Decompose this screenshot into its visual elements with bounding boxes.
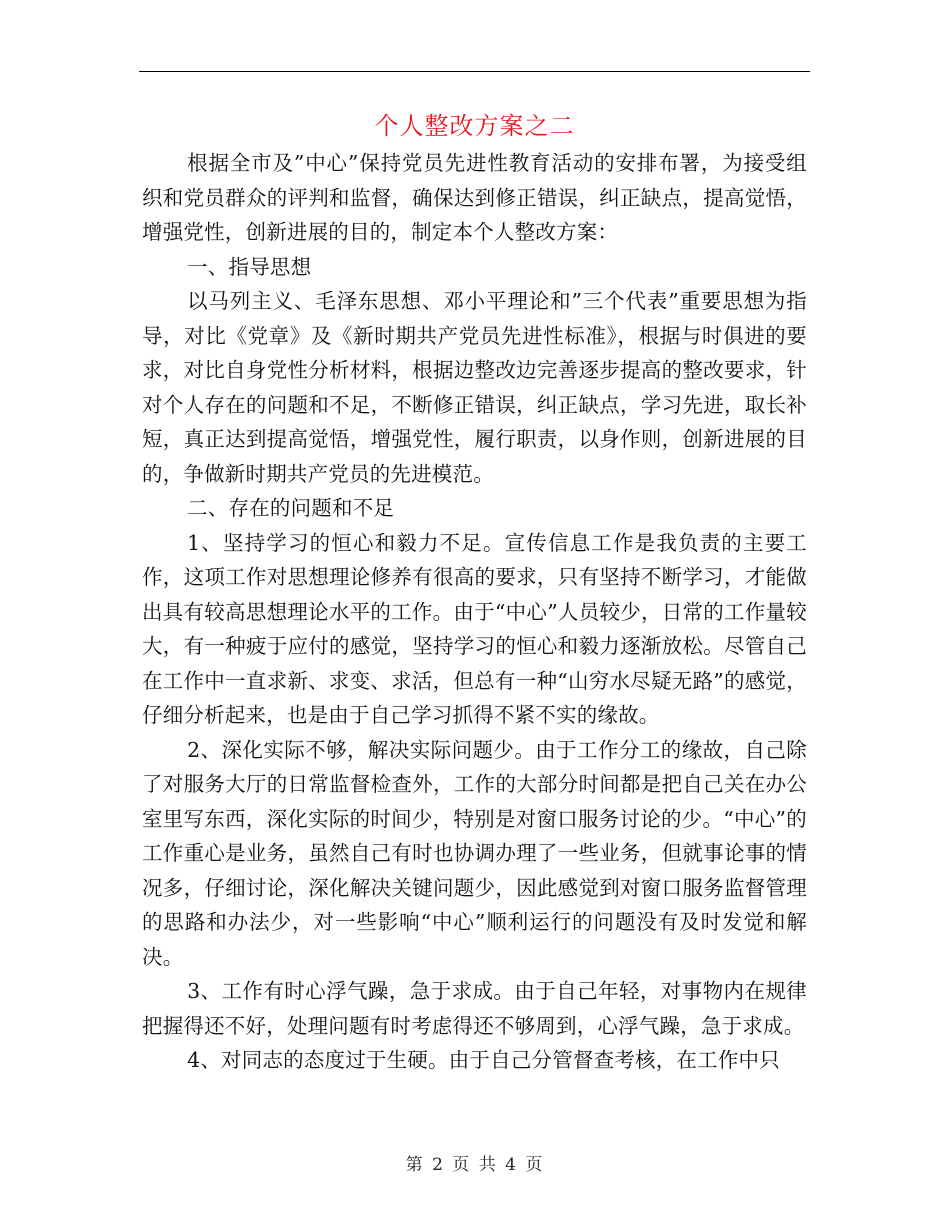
paragraph-problem-3: 3、工作有时心浮气躁，急于求成。由于自己年轻，对事物内在规律把握得还不好，处理问题有时考虑得还不够周到，心浮气躁，急于求成。 [142,979,807,1038]
section-heading-problems: 二、存在的问题和不足 [187,496,395,520]
section-heading-guiding-thought: 一、指导思想 [187,254,312,279]
document-title: 个人整改方案之二 [374,112,575,140]
paragraph-problem-1: 1、坚持学习的恒心和毅力不足。宣传信息工作是我负责的主要工作，这项工作对思想理论修养有很高的要求，只有坚持不断学习，才能做出具有较高思想理论水平的工作。由于“中心”人员较少，日常的工作量较大，有一种疲于应付的感觉，坚持学习的恒心和毅力逐渐放松。尽管自己在工作中一直求新、求变、求活，但总有一种“山穷水尽疑无路”的感觉，仔细分析起来，也是由于自己学习抓得不紧不实的缘故。 [142,530,807,727]
paragraph-guiding-thought: 以马列主义、毛泽东思想、邓小平理论和”三个代表”重要思想为指导，对比《党章》及《新时期共产党员先进性标准》，根据与时俱进的要求，对比自身党性分析材料，根据边整改边完善逐步提高的整改要求，针对个人存在的问题和不足，不断修正错误，纠正缺点，学习先进，取长补短，真正达到提高觉悟，增强党性，履行职责，以身作则，创新进展的目的，争做新时期共产党员的先进模范。 [142,289,807,486]
paragraph-intro: 根据全市及”中心”保持党员先进性教育活动的安排布署，为接受组织和党员群众的评判和监督，确保达到修正错误，纠正缺点，提高觉悟，增强党性，创新进展的目的，制定本个人整改方案： [142,151,807,244]
header-rule [139,71,810,72]
paragraph-problem-4: 4、对同志的态度过于生硬。由于自己分管督查考核，在工作中只 [187,1048,780,1072]
document-body [142,146,807,1078]
page-number: 第 2 页 共 4 页 [405,1155,545,1175]
paragraph-problem-2: 2、深化实际不够，解决实际问题少。由于工作分工的缘故，自己除了对服务大厅的日常监督检查外，工作的大部分时间都是把自己关在办公室里写东西，深化实际的时间少，特别是对窗口服务讨论的少。“中心”的工作重心是业务，虽然自己有时也协调办理了一些业务，但就事论事的情况多，仔细讨论，深化解决关键问题少，因此感觉到对窗口服务监督管理的思路和办法少，对一些影响“中心”顺利运行的问题没有及时发觉和解决。 [142,737,807,969]
